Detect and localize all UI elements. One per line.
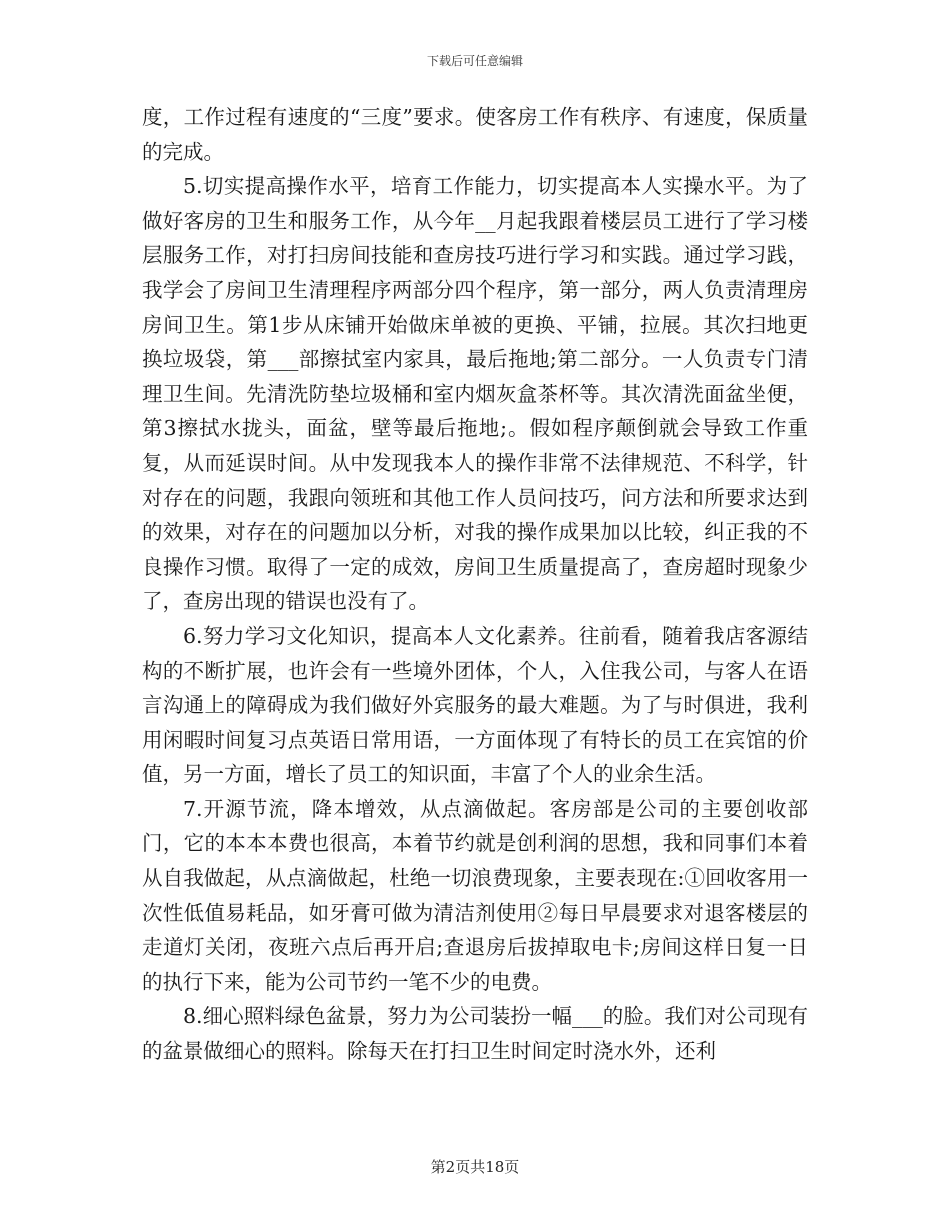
document-body [142,100,808,1069]
paragraph-item-5: 5.切实提高操作水平，培育工作能力，切实提高本人实操水平。为了做好客房的卫生和服务工作，从今年__月起我跟着楼层员工进行了学习楼层服务工作，对打扫房间技能和查房技巧进行学习和实践。通过学习践，我学会了房间卫生清理程序两部分四个程序，第一部分，两人负责清理房房间卫生。第1步从床铺开始做床单被的更换、平铺，拉展。其次扫地更换垃圾袋，第___部擦拭室内家具，最后拖地;第二部分。一人负责专门清理卫生间。先清洗防垫垃圾桶和室内烟灰盒茶杯等。其次清洗面盆坐便，第3擦拭水拢头，面盆，壁等最后拖地;。假如程序颠倒就会导致工作重复，从而延误时间。从中发现我本人的操作非常不法律规范、不科学，针对存在的问题，我跟向领班和其他工作人员问技巧，问方法和所要求达到的效果，对存在的问题加以分析，对我的操作成果加以比较，纠正我的不良操作习惯。取得了一定的成效，房间卫生质量提高了，查房超时现象少了，查房出现的错误也没有了。 [142,174,808,614]
paragraph-item-8: 8.细心照料绿色盆景，努力为公司装扮一幅___的脸。我们对公司现有的盆景做细心的照料。除每天在打扫卫生时间定时浇水外，还利 [142,1004,808,1064]
page-number-footer: 第2页共18页 [430,1158,520,1176]
page-header: 下载后可任意编辑 [426,54,523,68]
paragraph-continued: 度，工作过程有速度的“三度”要求。使客房工作有秩序、有速度，保质量的完成。 [142,105,808,164]
paragraph-item-6: 6.努力学习文化知识，提高本人文化素养。往前看，随着我店客源结构的不断扩展，也许会有一些境外团体，个人，入住我公司，与客人在语言沟通上的障碍成为我们做好外宾服务的最大难题。为了与时俱进，我利用闲暇时间复习点英语日常用语，一方面体现了有特长的员工在宾馆的价值，另一方面，增长了员工的知识面，丰富了个人的业余生活。 [142,623,808,787]
paragraph-item-7: 7.开源节流，降本增效，从点滴做起。客房部是公司的主要创收部门，它的本本本费也很高，本着节约就是创利润的思想，我和同事们本着从自我做起，从点滴做起，杜绝一切浪费现象，主要表现在:①回收客用一次性低值易耗品，如牙膏可做为清洁剂使用②每日早晨要求对退客楼层的走道灯关闭，夜班六点后再开启;查退房后拔掉取电卡;房间这样日复一日的执行下来，能为公司节约一笔不少的电费。 [142,796,808,994]
